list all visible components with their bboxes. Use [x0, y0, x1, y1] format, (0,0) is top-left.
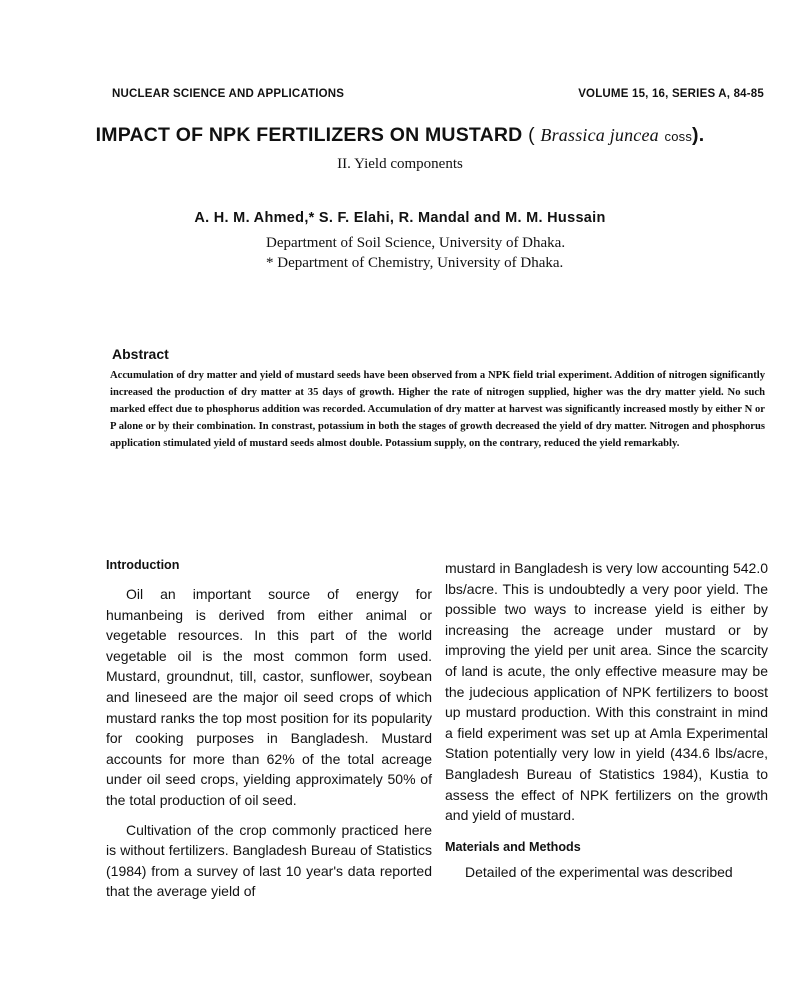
volume-info: VOLUME 15, 16, SERIES A, 84-85	[578, 88, 764, 100]
title-authority: coss	[664, 129, 693, 144]
author-list: A. H. M. Ahmed,* S. F. Elahi, R. Mandal and M. M. Hussain	[194, 210, 606, 226]
journal-name: NUCLEAR SCIENCE AND APPLICATIONS	[112, 88, 345, 100]
introduction-heading: Introduction	[106, 558, 180, 572]
intro-paragraph-1: Oil an important source of energy for humanbeing is derived from either animal or vegetable resources. In this part of the world vegetable oil is the most common form used. Mustard, groundnut, till, castor, sunflower, soybean and lineseed are the major oil seed crops of which mustard ranks the top most position for its popularity for cooking purposes in Bangladesh. Mustard accounts for more than 62% of the total acreage under oil seed crops, yielding approximately 50% of the total production of oil seed.	[106, 586, 432, 808]
affiliation-2: * Department of Chemistry, University of Dhaka.	[266, 255, 564, 271]
abstract-heading: Abstract	[112, 346, 169, 362]
intro-paragraph-2: Cultivation of the crop commonly practiced here is without fertilizers. Bangladesh Bureau of Statistics (1984) from a survey of last 10 year's data reported that the average yield of	[106, 821, 432, 900]
methods-paragraph-1: Detailed of the experimental was described	[465, 863, 733, 880]
title-main: IMPACT OF NPK FERTILIZERS ON MUSTARD	[95, 124, 523, 146]
methods-heading: Materials and Methods	[445, 839, 581, 854]
paper-subtitle: II. Yield components	[337, 156, 463, 172]
title-open-paren: (	[528, 124, 535, 146]
affiliation-1: Department of Soil Science, University of Dhaka.	[266, 235, 566, 251]
paper-title	[0, 124, 800, 147]
abstract-text: Accumulation of dry matter and yield of mustard seeds have been observed from a NPK field trial experiment. Addition of nitrogen significantly increased the production of dry matter at 35 days of growth. Higher the rate of nitrogen supplied, higher was the dry matter yield. No such marked effect due to phosphorus addition was recorded. Accumulation of dry matter at harvest was significantly increased mostly by either N or P alone or by their combination. In constrast, potassium in both the stages of growth decreased the yield of dry matter. Nitrogen and phosphorus application stimulated yield of mustard seeds almost double. Potassium supply, on the contrary, reduced the yield remarkably.	[110, 370, 765, 450]
left-column	[106, 558, 432, 911]
intro-paragraph-3: mustard in Bangladesh is very low accounting 542.0 lbs/acre. This is undoubtedly a very poor yield. The possible two ways to increase yield is either by increasing the acreage under mustard or by improving the yield per unit area. Since the scarcity of land is acute, the only effective measure may be the judecious application of NPK fertilizers to boost up mustard production. With this constraint in mind a field experiment was set up at Amla Experimental Station potentially very low in yield (434.6 lbs/acre, Bangladesh Bureau of Statistics 1984), Kustia to assess the effect of NPK fertilizers on the growth and yield of mustard.	[445, 560, 768, 824]
right-column	[445, 558, 768, 891]
title-species: Brassica juncea	[540, 125, 659, 145]
title-close: ).	[692, 124, 705, 146]
